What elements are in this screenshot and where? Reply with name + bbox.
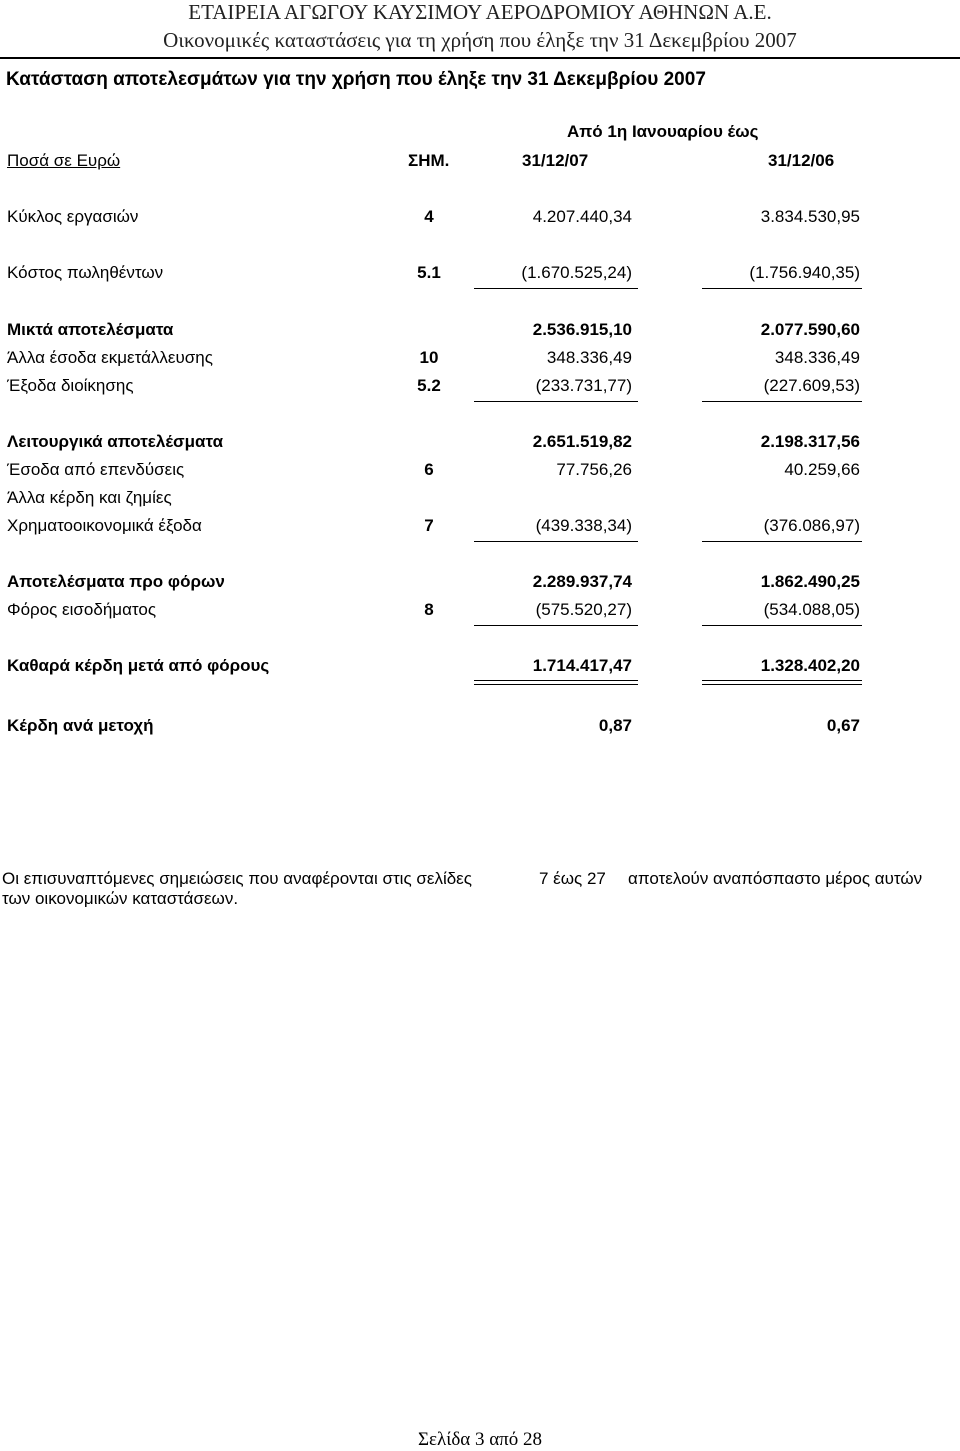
total-double-line-2006 bbox=[702, 680, 862, 681]
row-value-2007-other-income: 348.336,49 bbox=[546, 348, 632, 367]
row-label-eps: Κέρδη ανά μετοχή bbox=[7, 716, 154, 735]
row-note-admin-expenses: 5.2 bbox=[417, 376, 441, 395]
row-label-gross-profit: Μικτά αποτελέσματα bbox=[7, 320, 174, 339]
row-note-revenue: 4 bbox=[424, 207, 434, 226]
row-value-2007-investment-income: 77.756,26 bbox=[556, 460, 632, 479]
row-value-2006-income-tax: (534.088,05) bbox=[763, 600, 860, 619]
total-double-line-2007 bbox=[474, 680, 638, 681]
subtotal-line-2006 bbox=[702, 541, 862, 542]
footnote-text-end: αποτελούν αναπόσπαστο μέρος αυτών bbox=[628, 869, 923, 888]
row-note-other-income: 10 bbox=[419, 348, 439, 367]
row-note-investment-income: 6 bbox=[424, 460, 434, 479]
row-label-cost-of-sales: Κόστος πωληθέντων bbox=[7, 263, 164, 282]
row-value-2006-gross-profit: 2.077.590,60 bbox=[760, 320, 860, 339]
row-label-operating-result: Λειτουργικά αποτελέσματα bbox=[7, 432, 224, 451]
row-note-cost-of-sales: 5.1 bbox=[417, 263, 441, 282]
row-value-2007-gross-profit: 2.536.915,10 bbox=[532, 320, 632, 339]
row-value-2006-revenue: 3.834.530,95 bbox=[760, 207, 860, 226]
page-number: Σελίδα 3 από 28 bbox=[417, 1429, 543, 1450]
row-value-2007-admin-expenses: (233.731,77) bbox=[535, 376, 632, 395]
subtotal-line-2007 bbox=[474, 288, 638, 289]
note-column-header: ΣΗΜ. bbox=[408, 151, 450, 170]
row-value-2007-cost-of-sales: (1.670.525,24) bbox=[521, 263, 632, 282]
company-name: ΕΤΑΙΡΕΙΑ ΑΓΩΓΟΥ ΚΑΥΣΙΜΟΥ ΑΕΡΟΔΡΟΜΙΟΥ ΑΘΗΝΩΝ Α.Ε. bbox=[188, 0, 772, 24]
row-value-2007-net-profit: 1.714.417,47 bbox=[532, 656, 632, 675]
subtotal-line-2006 bbox=[702, 625, 862, 626]
row-label-revenue: Κύκλος εργασιών bbox=[7, 207, 139, 226]
row-value-2007-income-tax: (575.520,27) bbox=[535, 600, 632, 619]
row-label-income-tax: Φόρος εισοδήματος bbox=[7, 600, 157, 619]
row-value-2006-admin-expenses: (227.609,53) bbox=[763, 376, 860, 395]
column-2007-header: 31/12/07 bbox=[522, 151, 589, 170]
row-value-2006-net-profit: 1.328.402,20 bbox=[760, 656, 860, 675]
row-value-2006-profit-before-tax: 1.862.490,25 bbox=[760, 572, 860, 591]
subtotal-line-2007 bbox=[474, 541, 638, 542]
row-label-net-profit: Καθαρά κέρδη μετά από φόρους bbox=[7, 656, 270, 675]
currency-label: Ποσά σε Ευρώ bbox=[7, 151, 121, 170]
row-note-finance-costs: 7 bbox=[424, 516, 434, 535]
row-label-other-income: Άλλα έσοδα εκμετάλλευσης bbox=[7, 348, 213, 367]
total-double-line-2007 bbox=[474, 684, 638, 685]
row-value-2007-revenue: 4.207.440,34 bbox=[532, 207, 632, 226]
row-value-2006-cost-of-sales: (1.756.940,35) bbox=[749, 263, 860, 282]
row-value-2007-eps: 0,87 bbox=[598, 716, 632, 735]
row-label-other-gains: Άλλα κέρδη και ζημίες bbox=[7, 488, 172, 507]
header-divider bbox=[0, 57, 960, 59]
footnote-text-start: Οι επισυναπτόμενες σημειώσεις που αναφέρονται στις σελίδες bbox=[2, 869, 472, 888]
row-label-admin-expenses: Έξοδα διοίκησης bbox=[7, 376, 134, 395]
total-double-line-2006 bbox=[702, 684, 862, 685]
row-label-profit-before-tax: Αποτελέσματα προ φόρων bbox=[7, 572, 225, 591]
subtotal-line-2007 bbox=[474, 401, 638, 402]
period-label: Από 1η Ιανουαρίου έως bbox=[567, 122, 759, 141]
row-value-2007-operating-result: 2.651.519,82 bbox=[532, 432, 632, 451]
row-note-income-tax: 8 bbox=[424, 600, 434, 619]
row-label-investment-income: Έσοδα από επενδύσεις bbox=[7, 460, 185, 479]
row-value-2006-finance-costs: (376.086,97) bbox=[763, 516, 860, 535]
footnote-pages: 7 έως 27 bbox=[539, 869, 606, 888]
subtotal-line-2006 bbox=[702, 401, 862, 402]
row-label-finance-costs: Χρηματοοικονομικά έξοδα bbox=[7, 516, 202, 535]
row-value-2007-finance-costs: (439.338,34) bbox=[535, 516, 632, 535]
row-value-2006-operating-result: 2.198.317,56 bbox=[760, 432, 860, 451]
footnote-text-line2: των οικονομικών καταστάσεων. bbox=[2, 889, 239, 908]
row-value-2006-investment-income: 40.259,66 bbox=[784, 460, 860, 479]
document-subtitle: Οικονομικές καταστάσεις για τη χρήση που έληξε την 31 Δεκεμβρίου 2007 bbox=[163, 28, 797, 52]
statement-title: Κατάσταση αποτελεσμάτων για την χρήση που έληξε την 31 Δεκεμβρίου 2007 bbox=[6, 69, 706, 90]
subtotal-line-2007 bbox=[474, 625, 638, 626]
row-value-2006-eps: 0,67 bbox=[826, 716, 860, 735]
column-2006-header: 31/12/06 bbox=[768, 151, 835, 170]
subtotal-line-2006 bbox=[702, 288, 862, 289]
row-value-2007-profit-before-tax: 2.289.937,74 bbox=[532, 572, 632, 591]
row-value-2006-other-income: 348.336,49 bbox=[774, 348, 860, 367]
